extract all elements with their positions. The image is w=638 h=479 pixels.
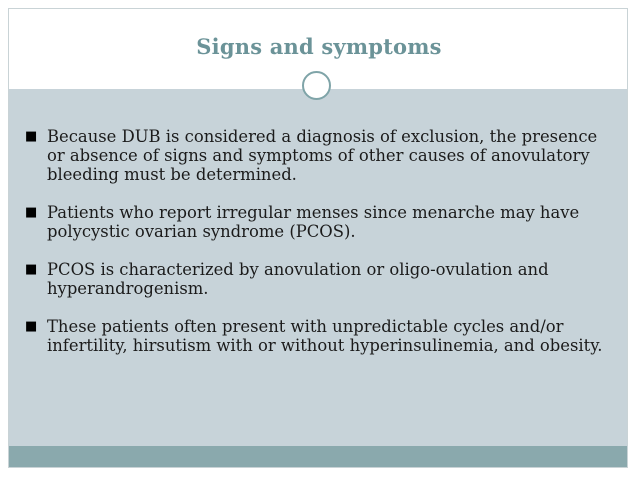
square-bullet-icon: ■ bbox=[25, 205, 38, 220]
slide-title: Signs and symptoms bbox=[196, 34, 442, 59]
list-item bbox=[25, 203, 605, 241]
footer-band bbox=[9, 446, 627, 467]
bullet-text: Patients who report irregular menses since menarche may have polycystic ovarian syndrome (PCOS). bbox=[47, 203, 580, 241]
list-item bbox=[25, 317, 605, 355]
square-bullet-icon: ■ bbox=[25, 319, 38, 334]
bullet-text: Because DUB is considered a diagnosis of exclusion, the presence or absence of signs and symptoms of other causes of anovulatory bleeding must be determined. bbox=[47, 127, 598, 184]
square-bullet-icon: ■ bbox=[25, 129, 38, 144]
bullet-list bbox=[25, 127, 605, 374]
circle-ornament-icon bbox=[302, 71, 331, 100]
list-item bbox=[25, 127, 605, 184]
square-bullet-icon: ■ bbox=[25, 262, 38, 277]
list-item bbox=[25, 260, 605, 298]
bullet-text: These patients often present with unpredictable cycles and/or infertility, hirsutism with or without hyperinsulinemia, and obesity. bbox=[47, 317, 603, 355]
bullet-text: PCOS is characterized by anovulation or oligo-ovulation and hyperandrogenism. bbox=[47, 260, 549, 298]
